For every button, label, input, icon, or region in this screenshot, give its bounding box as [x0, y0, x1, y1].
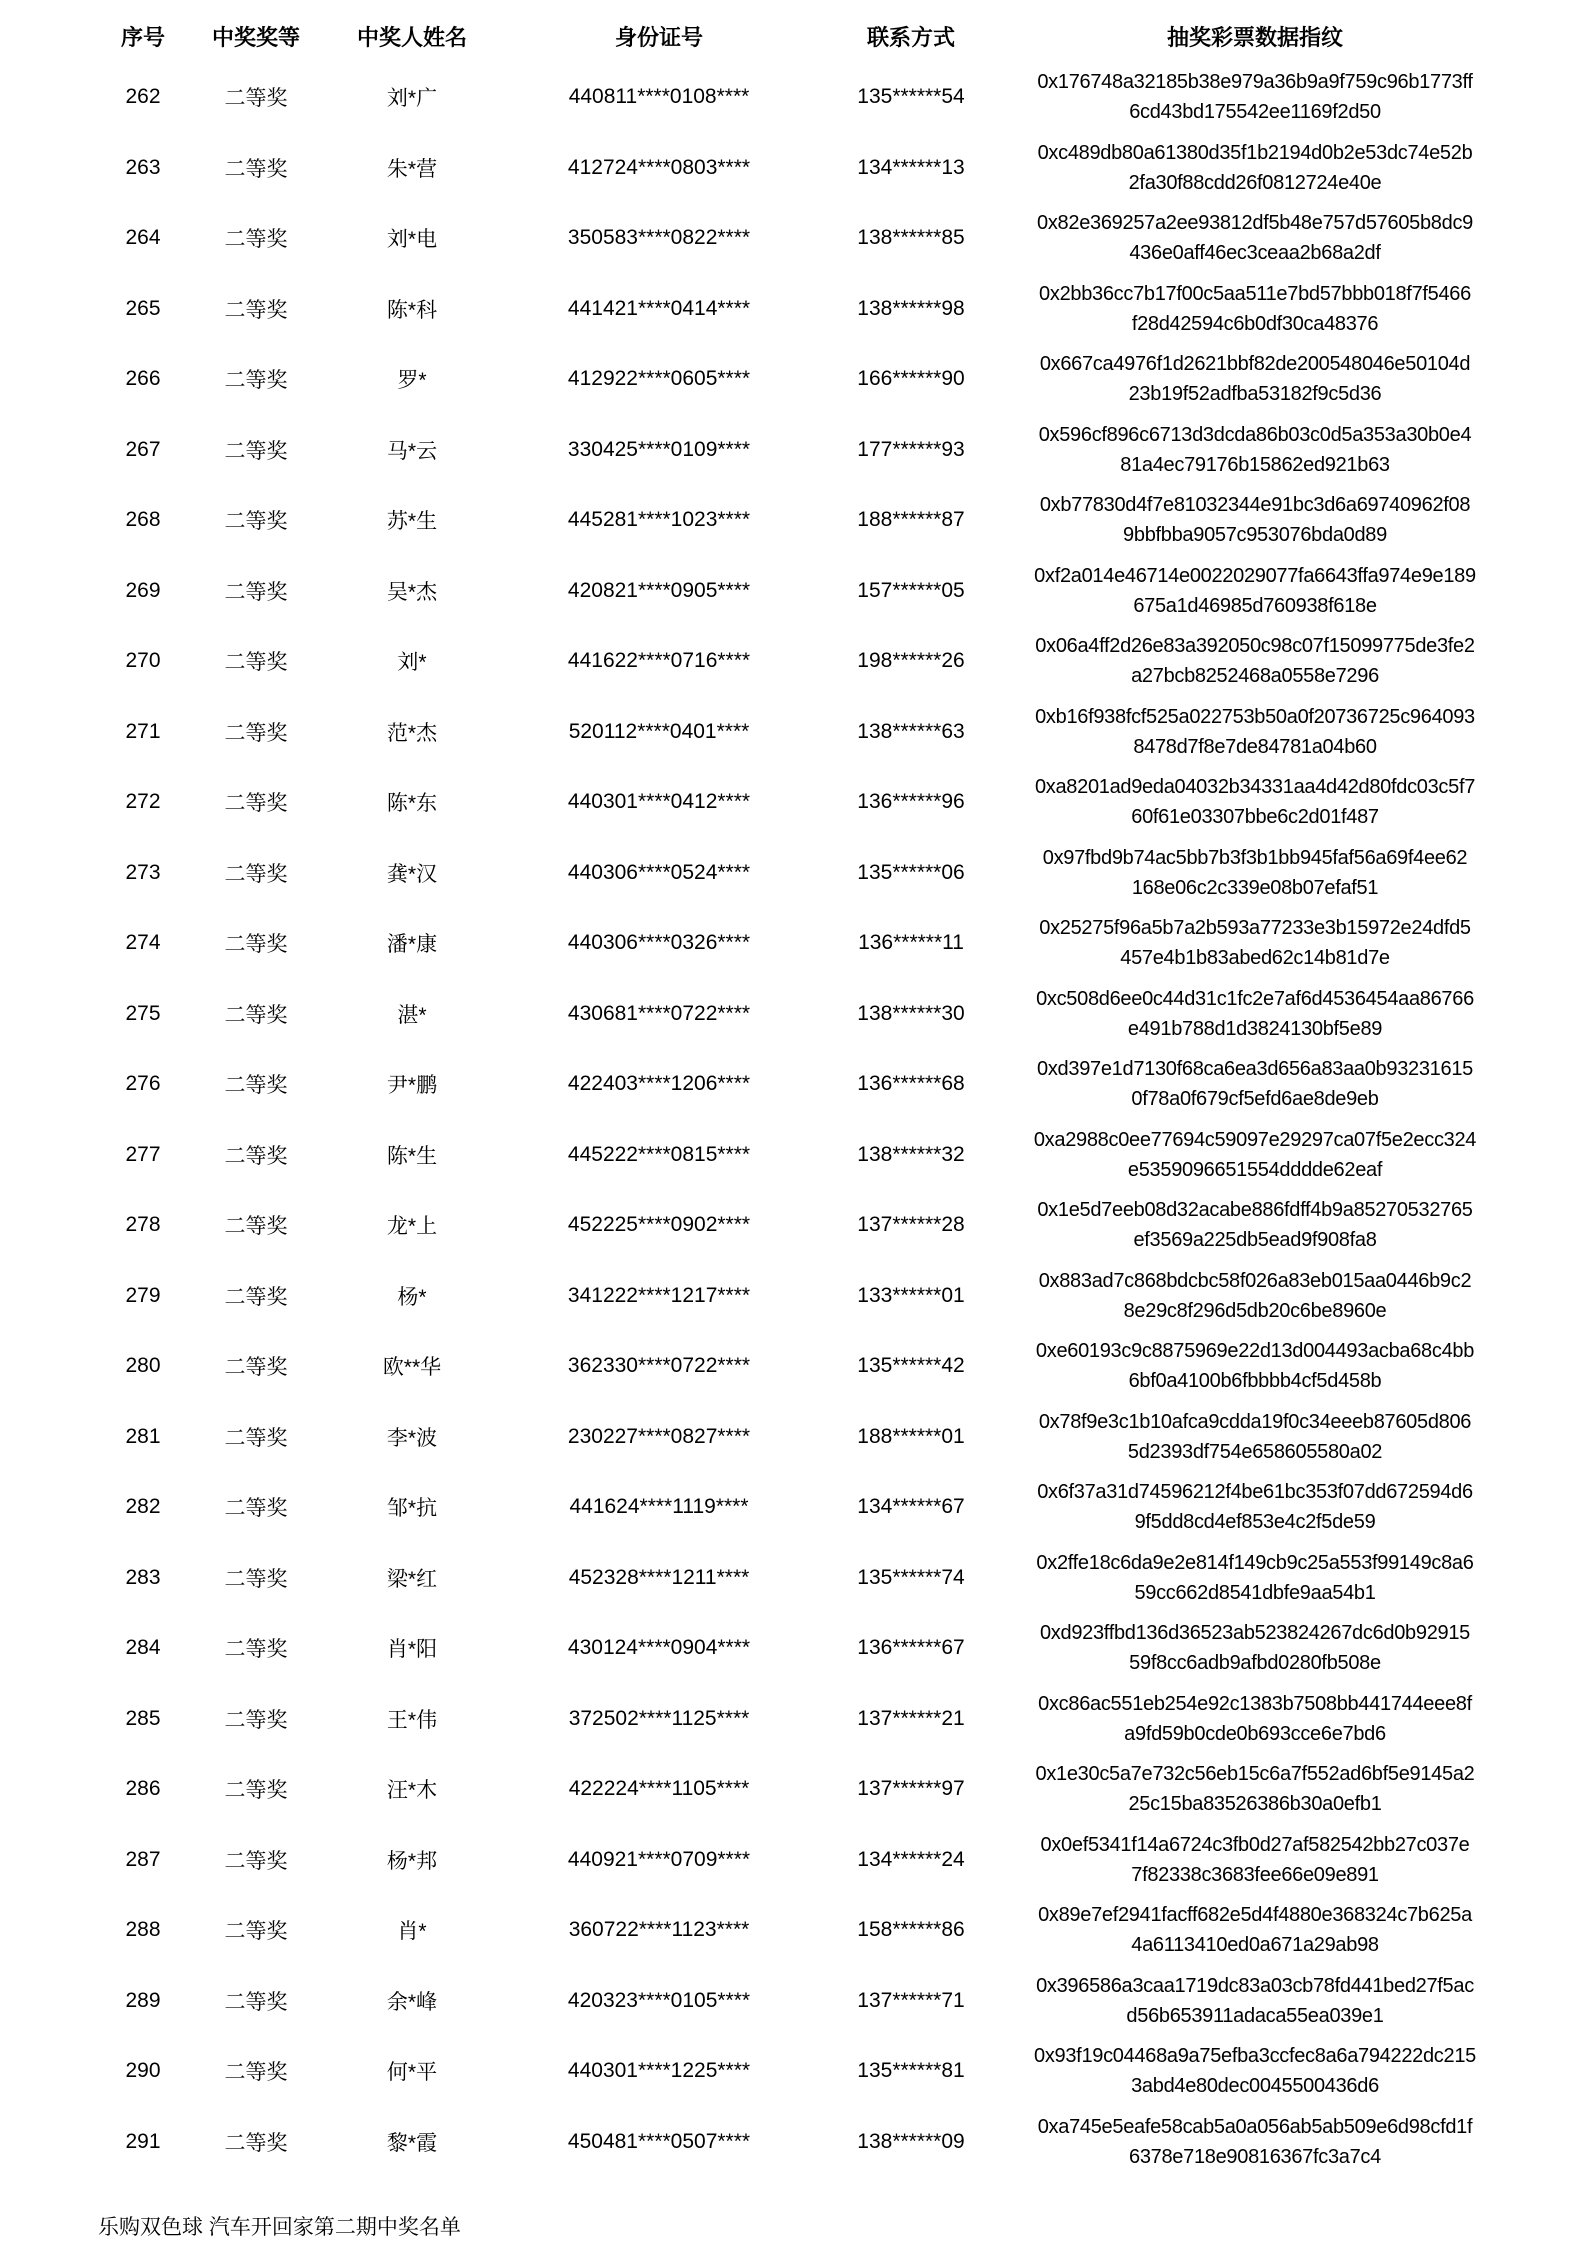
contact-cell: 135******74	[857, 1565, 965, 1589]
prize-tier-cell: 二等奖	[224, 1920, 288, 1944]
fingerprint-line-1: 0x2ffe18c6da9e2e814f149cb9c25a553f99149c8a6	[1036, 1551, 1474, 1574]
prize-tier-cell: 二等奖	[224, 1003, 288, 1027]
ticket-fingerprint-cell	[1016, 1754, 1494, 1825]
ticket-fingerprint-cell	[1016, 838, 1494, 909]
winner-name-cell: 龙*上	[386, 1215, 438, 1239]
ticket-fingerprint-cell	[1016, 62, 1494, 133]
fingerprint-line-1: 0x25275f96a5b7a2b593a77233e3b15972e24dfd5	[1039, 917, 1471, 940]
ticket-fingerprint-cell	[1016, 908, 1494, 979]
fingerprint-line-1: 0xa8201ad9eda04032b34331aa4d42d80fdc03c5f7	[1034, 776, 1476, 799]
prize-tier-cell: 二等奖	[224, 87, 288, 111]
fingerprint-line-2: 5d2393df754e658605580a02	[1127, 1440, 1383, 1463]
contact-cell: 135******42	[857, 1354, 965, 1378]
fingerprint-line-2: 168e06c2c339e08b07efaf51	[1131, 876, 1379, 899]
table-row	[86, 1543, 1494, 1614]
prize-tier-cell: 二等奖	[224, 228, 288, 252]
prize-tier-cell: 二等奖	[224, 580, 288, 604]
prize-tier-cell: 二等奖	[224, 510, 288, 534]
winner-name-cell: 梁*红	[386, 1567, 438, 1591]
id-number-cell: 430681****0722****	[567, 1001, 751, 1025]
winner-name-cell: 陈*生	[386, 1144, 438, 1168]
table-row	[86, 2107, 1494, 2178]
table-row	[86, 1684, 1494, 1755]
table-row	[86, 979, 1494, 1050]
serial-cell: 263	[125, 155, 161, 179]
table-row	[86, 556, 1494, 627]
fingerprint-line-1: 0x89e7ef2941facff682e5d4f4880e368324c7b625a	[1038, 1904, 1472, 1927]
table-row	[86, 697, 1494, 768]
winner-name-cell: 马*云	[386, 439, 438, 463]
fingerprint-line-2: a27bcb8252468a0558e7296	[1131, 665, 1379, 688]
table-row	[86, 1049, 1494, 1120]
serial-cell: 283	[125, 1565, 161, 1589]
contact-cell: 158******86	[857, 1918, 965, 1942]
id-number-cell: 350583****0822****	[567, 226, 751, 250]
fingerprint-line-1: 0xa745e5eafe58cab5a0a056ab5ab509e6d98cfd1f	[1037, 2115, 1473, 2138]
prize-tier-cell: 二等奖	[224, 651, 288, 675]
fingerprint-line-1: 0xc489db80a61380d35f1b2194d0b2e53dc74e52b	[1037, 141, 1473, 164]
id-number-cell: 372502****1125****	[568, 1706, 750, 1730]
fingerprint-line-2: e491b788d1d3824130bf5e89	[1127, 1017, 1383, 1040]
table-row	[86, 1472, 1494, 1543]
table-row	[86, 626, 1494, 697]
ticket-fingerprint-cell	[1016, 1049, 1494, 1120]
fingerprint-line-1: 0xc86ac551eb254e92c1383b7508bb441744eee8f	[1038, 1692, 1472, 1715]
id-number-cell: 440811****0108****	[568, 85, 750, 109]
serial-cell: 286	[125, 1777, 161, 1801]
ticket-fingerprint-cell	[1016, 1120, 1494, 1191]
fingerprint-line-2: e5359096651554dddde62eaf	[1127, 1158, 1383, 1181]
ticket-fingerprint-cell	[1016, 133, 1494, 204]
ticket-fingerprint-cell	[1016, 1402, 1494, 1473]
serial-cell: 285	[125, 1706, 161, 1730]
id-number-cell: 341222****1217****	[567, 1283, 751, 1307]
serial-cell: 291	[125, 2129, 161, 2153]
winner-name-cell: 刘*电	[386, 228, 438, 252]
serial-cell: 265	[125, 296, 161, 320]
header-ticket-fingerprint: 抽奖彩票数据指纹	[1166, 24, 1343, 50]
ticket-fingerprint-cell	[1016, 1331, 1494, 1402]
fingerprint-line-2: 60f61e03307bbe6c2d01f487	[1131, 806, 1379, 829]
winner-name-cell: 陈*东	[386, 792, 438, 816]
winner-name-cell: 欧**华	[382, 1356, 442, 1380]
table-row	[86, 908, 1494, 979]
serial-cell: 274	[125, 931, 161, 955]
id-number-cell: 422403****1206****	[567, 1072, 751, 1096]
id-number-cell: 230227****0827****	[567, 1424, 751, 1448]
prize-tier-cell: 二等奖	[224, 1285, 288, 1309]
contact-cell: 177******93	[857, 437, 965, 461]
fingerprint-line-1: 0xc508d6ee0c44d31c1fc2e7af6d4536454aa86766	[1036, 987, 1474, 1010]
table-body	[86, 62, 1494, 2177]
id-number-cell: 441622****0716****	[567, 649, 751, 673]
id-number-cell: 412922****0605****	[567, 367, 751, 391]
prize-tier-cell: 二等奖	[224, 792, 288, 816]
header-id-number: 身份证号	[614, 24, 703, 50]
winner-name-cell: 苏*生	[386, 510, 438, 534]
header-contact: 联系方式	[866, 24, 955, 50]
table-row	[86, 1120, 1494, 1191]
serial-cell: 284	[125, 1636, 161, 1660]
winner-name-cell: 邹*抗	[386, 1497, 438, 1521]
table-row	[86, 133, 1494, 204]
ticket-fingerprint-cell	[1016, 485, 1494, 556]
table-row	[86, 1966, 1494, 2037]
table-row	[86, 1261, 1494, 1332]
fingerprint-line-1: 0x78f9e3c1b10afca9cdda19f0c34eeeb87605d806	[1038, 1410, 1472, 1433]
id-number-cell: 420323****0105****	[567, 1988, 751, 2012]
winner-name-cell: 杨*	[397, 1285, 427, 1309]
contact-cell: 138******85	[857, 226, 965, 250]
winner-name-cell: 吴*杰	[386, 580, 438, 604]
prize-tier-cell: 二等奖	[224, 439, 288, 463]
fingerprint-line-2: 6cd43bd175542ee1169f2d50	[1129, 101, 1381, 124]
contact-cell: 135******06	[857, 860, 965, 884]
contact-cell: 198******26	[857, 649, 965, 673]
ticket-fingerprint-cell	[1016, 767, 1494, 838]
serial-cell: 288	[125, 1918, 161, 1942]
id-number-cell: 441624****1119****	[569, 1495, 749, 1519]
id-number-cell: 412724****0803****	[567, 155, 751, 179]
fingerprint-line-2: 6378e718e90816367fc3a7c4	[1129, 2145, 1381, 2168]
winner-name-cell: 汪*木	[386, 1779, 438, 1803]
winner-name-cell: 肖*阳	[386, 1638, 438, 1662]
winner-name-cell: 杨*邦	[386, 1849, 438, 1873]
winner-name-cell: 尹*鹏	[386, 1074, 438, 1098]
winner-name-cell: 潘*康	[386, 933, 438, 957]
winner-name-cell: 湛*	[397, 1003, 427, 1027]
header-serial: 序号	[120, 24, 165, 50]
prize-tier-cell: 二等奖	[224, 1215, 288, 1239]
fingerprint-line-1: 0x6f37a31d74596212f4be61bc353f07dd672594d6	[1037, 1481, 1473, 1504]
winner-name-cell: 陈*科	[386, 298, 438, 322]
contact-cell: 188******01	[857, 1424, 965, 1448]
serial-cell: 276	[125, 1072, 161, 1096]
winner-name-cell: 罗*	[397, 369, 427, 393]
ticket-fingerprint-cell	[1016, 203, 1494, 274]
fingerprint-line-1: 0x06a4ff2d26e83a392050c98c07f15099775de3fe2	[1035, 635, 1475, 658]
contact-cell: 135******54	[857, 85, 965, 109]
table-row	[86, 1825, 1494, 1896]
table-row	[86, 767, 1494, 838]
fingerprint-line-1: 0xe60193c9c8875969e22d13d004493acba68c4bb	[1035, 1340, 1475, 1363]
fingerprint-line-2: 59f8cc6adb9afbd0280fb508e	[1129, 1652, 1381, 1675]
ticket-fingerprint-cell	[1016, 274, 1494, 345]
prize-tier-cell: 二等奖	[224, 721, 288, 745]
id-number-cell: 452328****1211****	[568, 1565, 750, 1589]
serial-cell: 275	[125, 1001, 161, 1025]
id-number-cell: 362330****0722****	[567, 1354, 751, 1378]
fingerprint-line-1: 0x2bb36cc7b17f00c5aa511e7bd57bbb018f7f5466	[1039, 282, 1471, 305]
serial-cell: 266	[125, 367, 161, 391]
fingerprint-line-2: 23b19f52adfba53182f9c5d36	[1128, 383, 1382, 406]
prize-tier-cell: 二等奖	[224, 1074, 288, 1098]
ticket-fingerprint-cell	[1016, 1472, 1494, 1543]
table-row	[86, 485, 1494, 556]
contact-cell: 138******98	[857, 296, 965, 320]
contact-cell: 138******63	[857, 719, 965, 743]
id-number-cell: 450481****0507****	[567, 2129, 751, 2153]
id-number-cell: 445281****1023****	[567, 508, 751, 532]
id-number-cell: 440921****0709****	[567, 1847, 751, 1871]
list-caption: 乐购双色球 汽车开回家第二期中奖名单	[98, 2216, 461, 2239]
contact-cell: 137******97	[857, 1777, 965, 1801]
table-row	[86, 344, 1494, 415]
winner-name-cell: 黎*霞	[386, 2131, 438, 2155]
id-number-cell: 330425****0109****	[567, 437, 751, 461]
fingerprint-line-2: d56b653911adaca55ea039e1	[1126, 2004, 1384, 2027]
contact-cell: 136******68	[857, 1072, 965, 1096]
fingerprint-line-1: 0x396586a3caa1719dc83a03cb78fd441bed27f5ac	[1036, 1974, 1474, 1997]
winner-name-cell: 朱*营	[386, 157, 438, 181]
serial-cell: 282	[125, 1495, 161, 1519]
contact-cell: 136******96	[857, 790, 965, 814]
winner-name-cell: 刘*	[397, 651, 427, 675]
ticket-fingerprint-cell	[1016, 415, 1494, 486]
id-number-cell: 440301****1225****	[567, 2059, 751, 2083]
table-header	[86, 10, 1494, 62]
contact-cell: 137******71	[857, 1988, 965, 2012]
serial-cell: 270	[125, 649, 161, 673]
fingerprint-line-2: a9fd59b0cde0b693cce6e7bd6	[1124, 1722, 1386, 1745]
serial-cell: 280	[125, 1354, 161, 1378]
prize-tier-cell: 二等奖	[224, 1990, 288, 2014]
fingerprint-line-1: 0x97fbd9b74ac5bb7b3f3b1bb945faf56a69f4ee62	[1042, 846, 1468, 869]
table-row	[86, 1190, 1494, 1261]
id-number-cell: 430124****0904****	[567, 1636, 751, 1660]
table-row	[86, 1613, 1494, 1684]
id-number-cell: 422224****1105****	[568, 1777, 750, 1801]
fingerprint-line-2: 0f78a0f679cf5efd6ae8de9eb	[1131, 1088, 1379, 1111]
prize-tier-cell: 二等奖	[224, 933, 288, 957]
fingerprint-line-2: 4a6113410ed0a671a29ab98	[1131, 1934, 1379, 1957]
serial-cell: 277	[125, 1142, 161, 1166]
contact-cell: 134******24	[857, 1847, 965, 1871]
prize-tier-cell: 二等奖	[224, 1426, 288, 1450]
id-number-cell: 420821****0905****	[567, 578, 751, 602]
prize-tier-cell: 二等奖	[224, 1779, 288, 1803]
fingerprint-line-2: 9bbfbba9057c953076bda0d89	[1123, 524, 1387, 547]
contact-cell: 138******09	[857, 2129, 965, 2153]
serial-cell: 272	[125, 790, 161, 814]
id-number-cell: 440306****0524****	[567, 860, 751, 884]
fingerprint-line-2: 457e4b1b83abed62c14b81d7e	[1120, 947, 1390, 970]
fingerprint-line-1: 0x93f19c04468a9a75efba3ccfec8a6a794222dc215	[1034, 2045, 1476, 2068]
ticket-fingerprint-cell	[1016, 1684, 1494, 1755]
table-row	[86, 1331, 1494, 1402]
fingerprint-line-2: 7f82338c3683fee66e09e891	[1131, 1863, 1379, 1886]
ticket-fingerprint-cell	[1016, 344, 1494, 415]
header-winner-name: 中奖人姓名	[356, 24, 467, 50]
prize-tier-cell: 二等奖	[224, 157, 288, 181]
prize-tier-cell: 二等奖	[224, 1849, 288, 1873]
prize-tier-cell: 二等奖	[224, 1144, 288, 1168]
ticket-fingerprint-cell	[1016, 697, 1494, 768]
table-row	[86, 2036, 1494, 2107]
header-prize-tier: 中奖奖等	[211, 24, 300, 50]
fingerprint-line-2: 436e0aff46ec3ceaa2b68a2df	[1129, 242, 1381, 265]
fingerprint-line-2: 81a4ec79176b15862ed921b63	[1120, 453, 1390, 476]
contact-cell: 136******67	[857, 1636, 965, 1660]
serial-cell: 271	[125, 719, 161, 743]
contact-cell: 137******28	[857, 1213, 965, 1237]
fingerprint-line-1: 0xb16f938fcf525a022753b50a0f20736725c964093	[1035, 705, 1475, 728]
fingerprint-line-1: 0xf2a014e46714e0022029077fa6643ffa974e9e189	[1034, 564, 1476, 587]
winners-table	[86, 10, 1494, 2177]
fingerprint-line-2: f28d42594c6b0df30ca48376	[1131, 312, 1379, 335]
prize-tier-cell: 二等奖	[224, 862, 288, 886]
winner-name-cell: 肖*	[397, 1920, 427, 1944]
serial-cell: 278	[125, 1213, 161, 1237]
contact-cell: 188******87	[857, 508, 965, 532]
ticket-fingerprint-cell	[1016, 1543, 1494, 1614]
winner-name-cell: 余*峰	[386, 1990, 438, 2014]
serial-cell: 262	[125, 85, 161, 109]
fingerprint-line-1: 0xb77830d4f7e81032344e91bc3d6a69740962f08	[1039, 494, 1471, 517]
fingerprint-line-2: 9f5dd8cd4ef853e4c2f5de59	[1134, 1511, 1376, 1534]
contact-cell: 166******90	[857, 367, 965, 391]
ticket-fingerprint-cell	[1016, 2107, 1494, 2178]
serial-cell: 287	[125, 1847, 161, 1871]
fingerprint-line-1: 0xa2988c0ee77694c59097e29297ca07f5e2ecc324	[1033, 1128, 1477, 1151]
winner-name-cell: 范*杰	[386, 721, 438, 745]
prize-tier-cell: 二等奖	[224, 1638, 288, 1662]
id-number-cell: 520112****0401****	[568, 719, 750, 743]
serial-cell: 268	[125, 508, 161, 532]
id-number-cell: 441421****0414****	[567, 296, 751, 320]
ticket-fingerprint-cell	[1016, 2036, 1494, 2107]
fingerprint-line-1: 0x82e369257a2ee93812df5b48e757d57605b8dc9	[1037, 212, 1473, 235]
ticket-fingerprint-cell	[1016, 556, 1494, 627]
ticket-fingerprint-cell	[1016, 1966, 1494, 2037]
serial-cell: 281	[125, 1424, 161, 1448]
fingerprint-line-1: 0x883ad7c868bdcbc58f026a83eb015aa0446b9c2	[1038, 1269, 1472, 1292]
prize-tier-cell: 二等奖	[224, 1356, 288, 1380]
fingerprint-line-2: 675a1d46985d760938f618e	[1133, 594, 1377, 617]
fingerprint-line-2: 59cc662d8541dbfe9aa54b1	[1134, 1581, 1376, 1604]
serial-cell: 264	[125, 226, 161, 250]
fingerprint-line-1: 0x596cf896c6713d3dcda86b03c0d5a353a30b0e4	[1038, 423, 1472, 446]
fingerprint-line-1: 0x0ef5341f14a6724c3fb0d27af582542bb27c037e	[1040, 1833, 1470, 1856]
prize-tier-cell: 二等奖	[224, 2061, 288, 2085]
table-row	[86, 415, 1494, 486]
fingerprint-line-2: 8478d7f8e7de84781a04b60	[1133, 735, 1377, 758]
fingerprint-line-1: 0xd923ffbd136d36523ab523824267dc6d0b92915	[1039, 1622, 1470, 1645]
id-number-cell: 445222****0815****	[567, 1142, 751, 1166]
fingerprint-line-2: 3abd4e80dec0045500436d6	[1131, 2075, 1379, 2098]
contact-cell: 134******67	[857, 1495, 965, 1519]
serial-cell: 289	[125, 1988, 161, 2012]
contact-cell: 137******21	[857, 1706, 965, 1730]
fingerprint-line-1: 0x1e30c5a7e732c56eb15c6a7f552ad6bf5e9145a2	[1035, 1763, 1475, 1786]
fingerprint-line-2: ef3569a225db5ead9f908fa8	[1133, 1229, 1377, 1252]
ticket-fingerprint-cell	[1016, 979, 1494, 1050]
contact-cell: 136******11	[858, 931, 964, 955]
table-row	[86, 1402, 1494, 1473]
table-row	[86, 203, 1494, 274]
prize-tier-cell: 二等奖	[224, 2131, 288, 2155]
table-row	[86, 1754, 1494, 1825]
ticket-fingerprint-cell	[1016, 626, 1494, 697]
fingerprint-line-2: 2fa30f88cdd26f0812724e40e	[1128, 171, 1382, 194]
table-row	[86, 62, 1494, 133]
contact-cell: 134******13	[857, 155, 965, 179]
prize-tier-cell: 二等奖	[224, 1567, 288, 1591]
ticket-fingerprint-cell	[1016, 1190, 1494, 1261]
serial-cell: 273	[125, 860, 161, 884]
serial-cell: 290	[125, 2059, 161, 2083]
table-row	[86, 1895, 1494, 1966]
contact-cell: 138******30	[857, 1001, 965, 1025]
serial-cell: 267	[125, 437, 161, 461]
contact-cell: 133******01	[857, 1283, 965, 1307]
id-number-cell: 452225****0902****	[567, 1213, 751, 1237]
table-row	[86, 838, 1494, 909]
fingerprint-line-1: 0x176748a32185b38e979a36b9a9f759c96b1773ff	[1037, 71, 1473, 94]
contact-cell: 157******05	[857, 578, 965, 602]
winner-name-cell: 王*伟	[386, 1708, 438, 1732]
prize-tier-cell: 二等奖	[224, 298, 288, 322]
serial-cell: 269	[125, 578, 161, 602]
fingerprint-line-1: 0xd397e1d7130f68ca6ea3d656a83aa0b93231615	[1037, 1058, 1473, 1081]
fingerprint-line-2: 25c15ba83526386b30a0efb1	[1128, 1793, 1382, 1816]
winner-name-cell: 刘*广	[386, 87, 438, 111]
winner-name-cell: 李*波	[386, 1426, 438, 1450]
fingerprint-line-2: 8e29c8f296d5db20c6be8960e	[1123, 1299, 1387, 1322]
ticket-fingerprint-cell	[1016, 1613, 1494, 1684]
contact-cell: 138******32	[857, 1142, 965, 1166]
id-number-cell: 440306****0326****	[567, 931, 751, 955]
fingerprint-line-2: 6bf0a4100b6fbbbb4cf5d458b	[1128, 1370, 1382, 1393]
header-row	[86, 10, 1494, 62]
id-number-cell: 440301****0412****	[567, 790, 751, 814]
winner-name-cell: 龚*汉	[386, 862, 438, 886]
ticket-fingerprint-cell	[1016, 1895, 1494, 1966]
fingerprint-line-1: 0x1e5d7eeb08d32acabe886fdff4b9a85270532765	[1037, 1199, 1473, 1222]
prize-tier-cell: 二等奖	[224, 1708, 288, 1732]
table-row	[86, 274, 1494, 345]
ticket-fingerprint-cell	[1016, 1261, 1494, 1332]
serial-cell: 279	[125, 1283, 161, 1307]
fingerprint-line-1: 0x667ca4976f1d2621bbf82de200548046e50104d	[1039, 353, 1471, 376]
ticket-fingerprint-cell	[1016, 1825, 1494, 1896]
prize-tier-cell: 二等奖	[224, 1497, 288, 1521]
id-number-cell: 360722****1123****	[568, 1918, 750, 1942]
prize-tier-cell: 二等奖	[224, 369, 288, 393]
contact-cell: 135******81	[857, 2059, 965, 2083]
winner-name-cell: 何*平	[386, 2061, 438, 2085]
